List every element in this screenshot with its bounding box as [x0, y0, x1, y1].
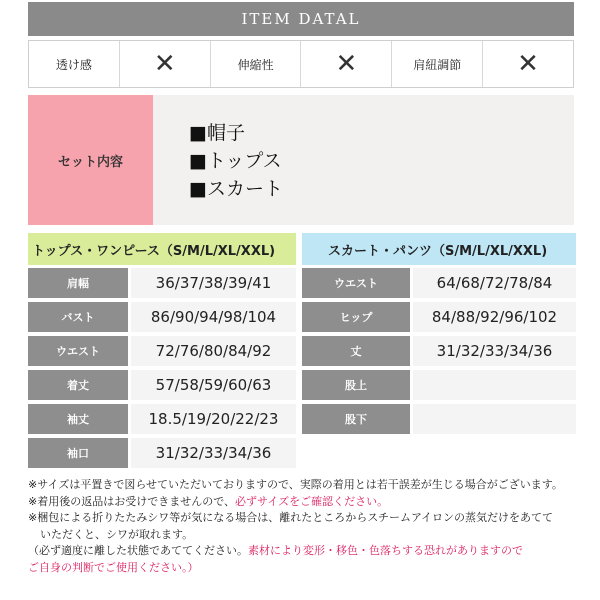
- tops-row-value: 18.5/19/20/22/23: [131, 404, 296, 434]
- note-text: （必ず適度に離した状態であててください。: [28, 544, 248, 557]
- note-line: [28, 543, 588, 560]
- note-line: ※サイズは平置きで図らせていただいておりますので、実際の着用とは若干誤差が生じる場合がございます。: [28, 478, 563, 491]
- attribute-row: [28, 40, 574, 88]
- bottoms-row-value: [413, 404, 576, 434]
- bottoms-row-label: 股下: [302, 404, 410, 434]
- tops-row-value: 72/76/80/84/92: [131, 336, 296, 366]
- bottoms-row-value: 64/68/72/78/84: [413, 268, 576, 298]
- cross-icon: ✕: [153, 49, 176, 79]
- note-line: ご自身の判断でご使用ください。）: [28, 560, 199, 574]
- attr-stretch-label: 伸縮性: [211, 41, 302, 87]
- tops-row-label: バスト: [28, 302, 128, 332]
- header-title: ITEM DATAL: [241, 10, 361, 28]
- bottoms-row-label: ウエスト: [302, 268, 410, 298]
- tops-row-value: 36/37/38/39/41: [131, 268, 296, 298]
- cross-icon: ✕: [335, 49, 358, 79]
- attr-strap-label: 肩紐調節: [392, 41, 483, 87]
- bottoms-row-value: [413, 370, 576, 400]
- tops-size-header: トップス・ワンピース（S/M/L/XL/XXL): [28, 233, 296, 265]
- note-line: ※梱包による折りたたみシワ等が気になる場合は、離れたところからスチームアイロンの蒸気だけをあてて: [28, 511, 554, 524]
- bottoms-size-header: スカート・パンツ（S/M/L/XL/XXL): [302, 233, 576, 265]
- cross-icon: ✕: [517, 49, 539, 79]
- bottoms-row-value: 31/32/33/34/36: [413, 336, 576, 366]
- attr-strap-value: [483, 41, 573, 87]
- note-line: いただくと、シワが取れます。: [40, 527, 194, 541]
- note-emphasis: 素材により変形・移色・色落ちする恐れがありますので: [248, 544, 523, 557]
- tops-row-label: 袖丈: [28, 404, 128, 434]
- item-detail-header: [28, 2, 574, 36]
- tops-row-value: 86/90/94/98/104: [131, 302, 296, 332]
- tops-row-label: 着丈: [28, 370, 128, 400]
- note-line: [28, 494, 588, 511]
- attr-stretch-value: [301, 41, 392, 87]
- care-notes: [28, 477, 588, 576]
- tops-row-value: 57/58/59/60/63: [131, 370, 296, 400]
- set-item-hat: ■帽子: [189, 122, 245, 144]
- bottoms-row-label: ヒップ: [302, 302, 410, 332]
- bottoms-row-value: 84/88/92/96/102: [413, 302, 576, 332]
- set-item-skirt: ■スカート: [189, 178, 283, 200]
- attr-transparency-label: 透け感: [29, 41, 120, 87]
- note-text: ※着用後の返品はお受けできませんので、: [28, 494, 235, 508]
- bottoms-row-label: 股上: [302, 370, 410, 400]
- set-item-tops: ■トップス: [189, 150, 282, 172]
- tops-row-value: 31/32/33/34/36: [131, 438, 296, 468]
- tops-row-label: 肩幅: [28, 268, 128, 298]
- tops-row-label: ウエスト: [28, 336, 128, 366]
- attr-transparency-value: [120, 41, 211, 87]
- bottoms-row-label: 丈: [302, 336, 410, 366]
- tops-row-label: 袖口: [28, 438, 128, 468]
- set-contents-label: セット内容: [28, 95, 153, 225]
- note-emphasis: 必ずサイズをご確認ください。: [235, 494, 389, 508]
- set-contents-list: [153, 95, 574, 225]
